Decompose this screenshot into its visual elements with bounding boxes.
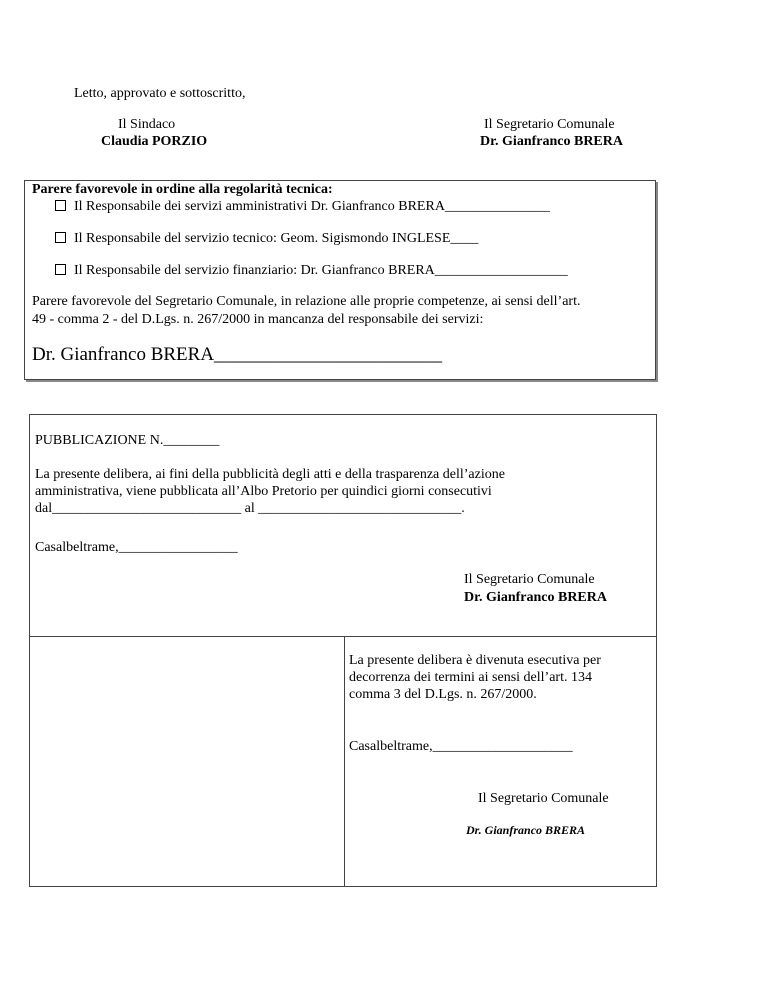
segretario-parere-line-1: Parere favorevole del Segretario Comunale, in relazione alle proprie competenze, ai sensi dell’art. xyxy=(32,294,581,309)
pubblicazione-text-2: amministrativa, viene pubblicata all’Albo Pretorio per quindici giorni consecutivi xyxy=(35,484,492,499)
parere-item-finanziario xyxy=(55,263,568,279)
segretario-parere-line-2: 49 - comma 2 - del D.Lgs. n. 267/2000 in mancanza del responsabile dei servizi: xyxy=(32,312,484,327)
parere-heading: Parere favorevole in ordine alla regolarità tecnica: xyxy=(32,182,333,197)
checkbox-finanziario[interactable] xyxy=(55,264,66,275)
divider-vertical xyxy=(344,636,345,886)
segretario-name: Dr. Gianfranco BRERA xyxy=(480,134,623,149)
approval-text: Letto, approvato e sottoscritto, xyxy=(74,86,246,101)
parere-item-label: Il Responsabile dei servizi amministrativi Dr. Gianfranco BRERA_______________ xyxy=(74,199,550,214)
esecutiva-text-1: La presente delibera è divenuta esecutiva per xyxy=(349,653,601,668)
parere-item-label: Il Responsabile del servizio tecnico: Geom. Sigismondo INGLESE____ xyxy=(74,231,479,246)
esecutiva-place: Casalbeltrame,____________________ xyxy=(349,739,573,754)
esecutiva-sign-name: Dr. Gianfranco BRERA xyxy=(466,823,586,837)
esecutiva-sign-title: Il Segretario Comunale xyxy=(478,791,609,806)
esecutiva-text-2: decorrenza dei termini ai sensi dell’art. 134 xyxy=(349,670,592,685)
parere-item-label: Il Responsabile del servizio finanziario: Dr. Gianfranco BRERA___________________ xyxy=(74,263,568,278)
parere-box xyxy=(24,180,656,380)
pubblicazione-text-3: dal___________________________ al _____________________________. xyxy=(35,501,465,516)
pubblicazione-box xyxy=(29,414,657,887)
parere-item-amministrativi xyxy=(55,199,550,215)
sindaco-title: Il Sindaco xyxy=(118,117,176,132)
segretario-title: Il Segretario Comunale xyxy=(484,117,615,132)
segretario-signature: Dr. Gianfranco BRERA________________________ xyxy=(32,344,443,365)
parere-item-tecnico xyxy=(55,231,478,247)
sindaco-name: Claudia PORZIO xyxy=(101,134,208,149)
pubblicazione-sign-title: Il Segretario Comunale xyxy=(464,572,595,587)
pubblicazione-title: PUBBLICAZIONE N.________ xyxy=(35,433,220,448)
checkbox-tecnico[interactable] xyxy=(55,232,66,243)
pubblicazione-place: Casalbeltrame,_________________ xyxy=(35,540,238,555)
pubblicazione-text-1: La presente delibera, ai fini della pubblicità degli atti e della trasparenza dell’azione xyxy=(35,467,505,482)
pubblicazione-sign-name: Dr. Gianfranco BRERA xyxy=(464,590,607,605)
esecutiva-text-3: comma 3 del D.Lgs. n. 267/2000. xyxy=(349,687,537,702)
divider-horizontal xyxy=(30,636,656,637)
checkbox-amministrativi[interactable] xyxy=(55,200,66,211)
